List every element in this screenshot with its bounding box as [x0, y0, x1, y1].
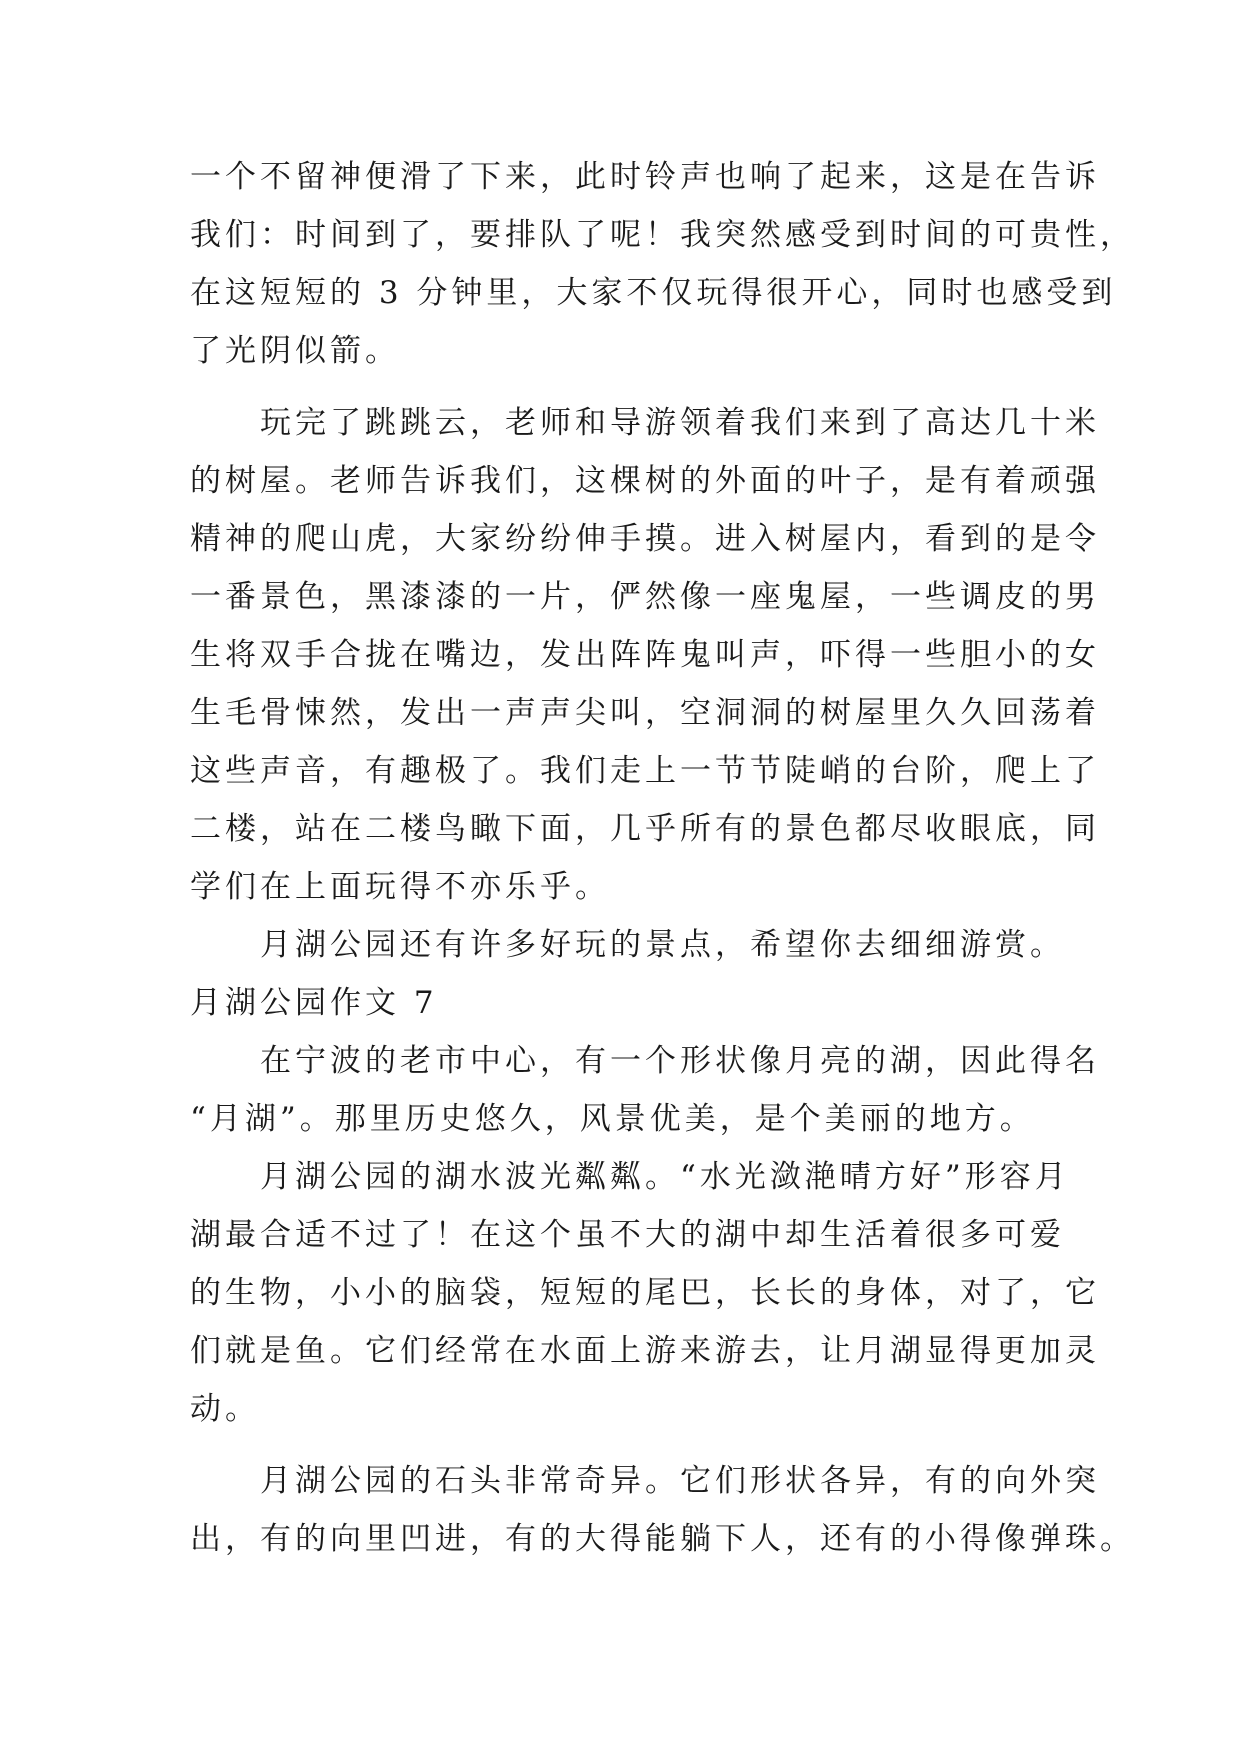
text-line: 湖最合适不过了！在这个虽不大的湖中却生活着很多可爱 — [190, 1217, 1065, 1253]
text-line: 的生物，小小的脑袋，短短的尾巴，长长的身体，对了，它 — [190, 1275, 1100, 1311]
text-line: 精神的爬山虎，大家纷纷伸手摸。进入树屋内，看到的是令 — [190, 521, 1100, 557]
text-line: 月湖公园作文 7 — [190, 985, 438, 1021]
text-line: 在这短短的 3 分钟里，大家不仅玩得很开心，同时也感受到 — [190, 275, 1117, 311]
document-body — [190, 148, 1135, 1568]
text-line: 生将双手合拢在嘴边，发出阵阵鬼叫声，吓得一些胆小的女 — [190, 637, 1100, 673]
text-line: 一个不留神便滑了下来，此时铃声也响了起来，这是在告诉 — [190, 159, 1100, 195]
text-line: 们就是鱼。它们经常在水面上游来游去，让月湖显得更加灵 — [190, 1333, 1100, 1369]
text-line: 在宁波的老市中心，有一个形状像月亮的湖，因此得名 — [260, 1043, 1100, 1079]
text-line: 这些声音，有趣极了。我们走上一节节陡峭的台阶，爬上了 — [190, 753, 1100, 789]
text-line: 的树屋。老师告诉我们，这棵树的外面的叶子，是有着顽强 — [190, 463, 1100, 499]
text-line: 动。 — [190, 1391, 260, 1427]
text-line: 二楼，站在二楼鸟瞰下面，几乎所有的景色都尽收眼底，同 — [190, 811, 1100, 847]
text-line: 月湖公园的湖水波光粼粼。“水光潋滟晴方好”形容月 — [260, 1159, 1070, 1195]
text-line: 月湖公园还有许多好玩的景点，希望你去细细游赏。 — [260, 927, 1065, 963]
text-line: 学们在上面玩得不亦乐乎。 — [190, 869, 610, 905]
text-line: 一番景色，黑漆漆的一片，俨然像一座鬼屋，一些调皮的男 — [190, 579, 1100, 615]
text-line: 玩完了跳跳云，老师和导游领着我们来到了高达几十米 — [260, 405, 1100, 441]
text-line: 了光阴似箭。 — [190, 333, 400, 369]
text-line: 生毛骨悚然，发出一声声尖叫，空洞洞的树屋里久久回荡着 — [190, 695, 1100, 731]
text-line: 月湖公园的石头非常奇异。它们形状各异，有的向外突 — [260, 1463, 1100, 1499]
text-line: 我们：时间到了，要排队了呢！我突然感受到时间的可贵性， — [190, 217, 1135, 253]
text-line: 出，有的向里凹进，有的大得能躺下人，还有的小得像弹珠。 — [190, 1521, 1135, 1557]
text-line: “月湖”。那里历史悠久，风景优美，是个美丽的地方。 — [190, 1101, 1035, 1137]
